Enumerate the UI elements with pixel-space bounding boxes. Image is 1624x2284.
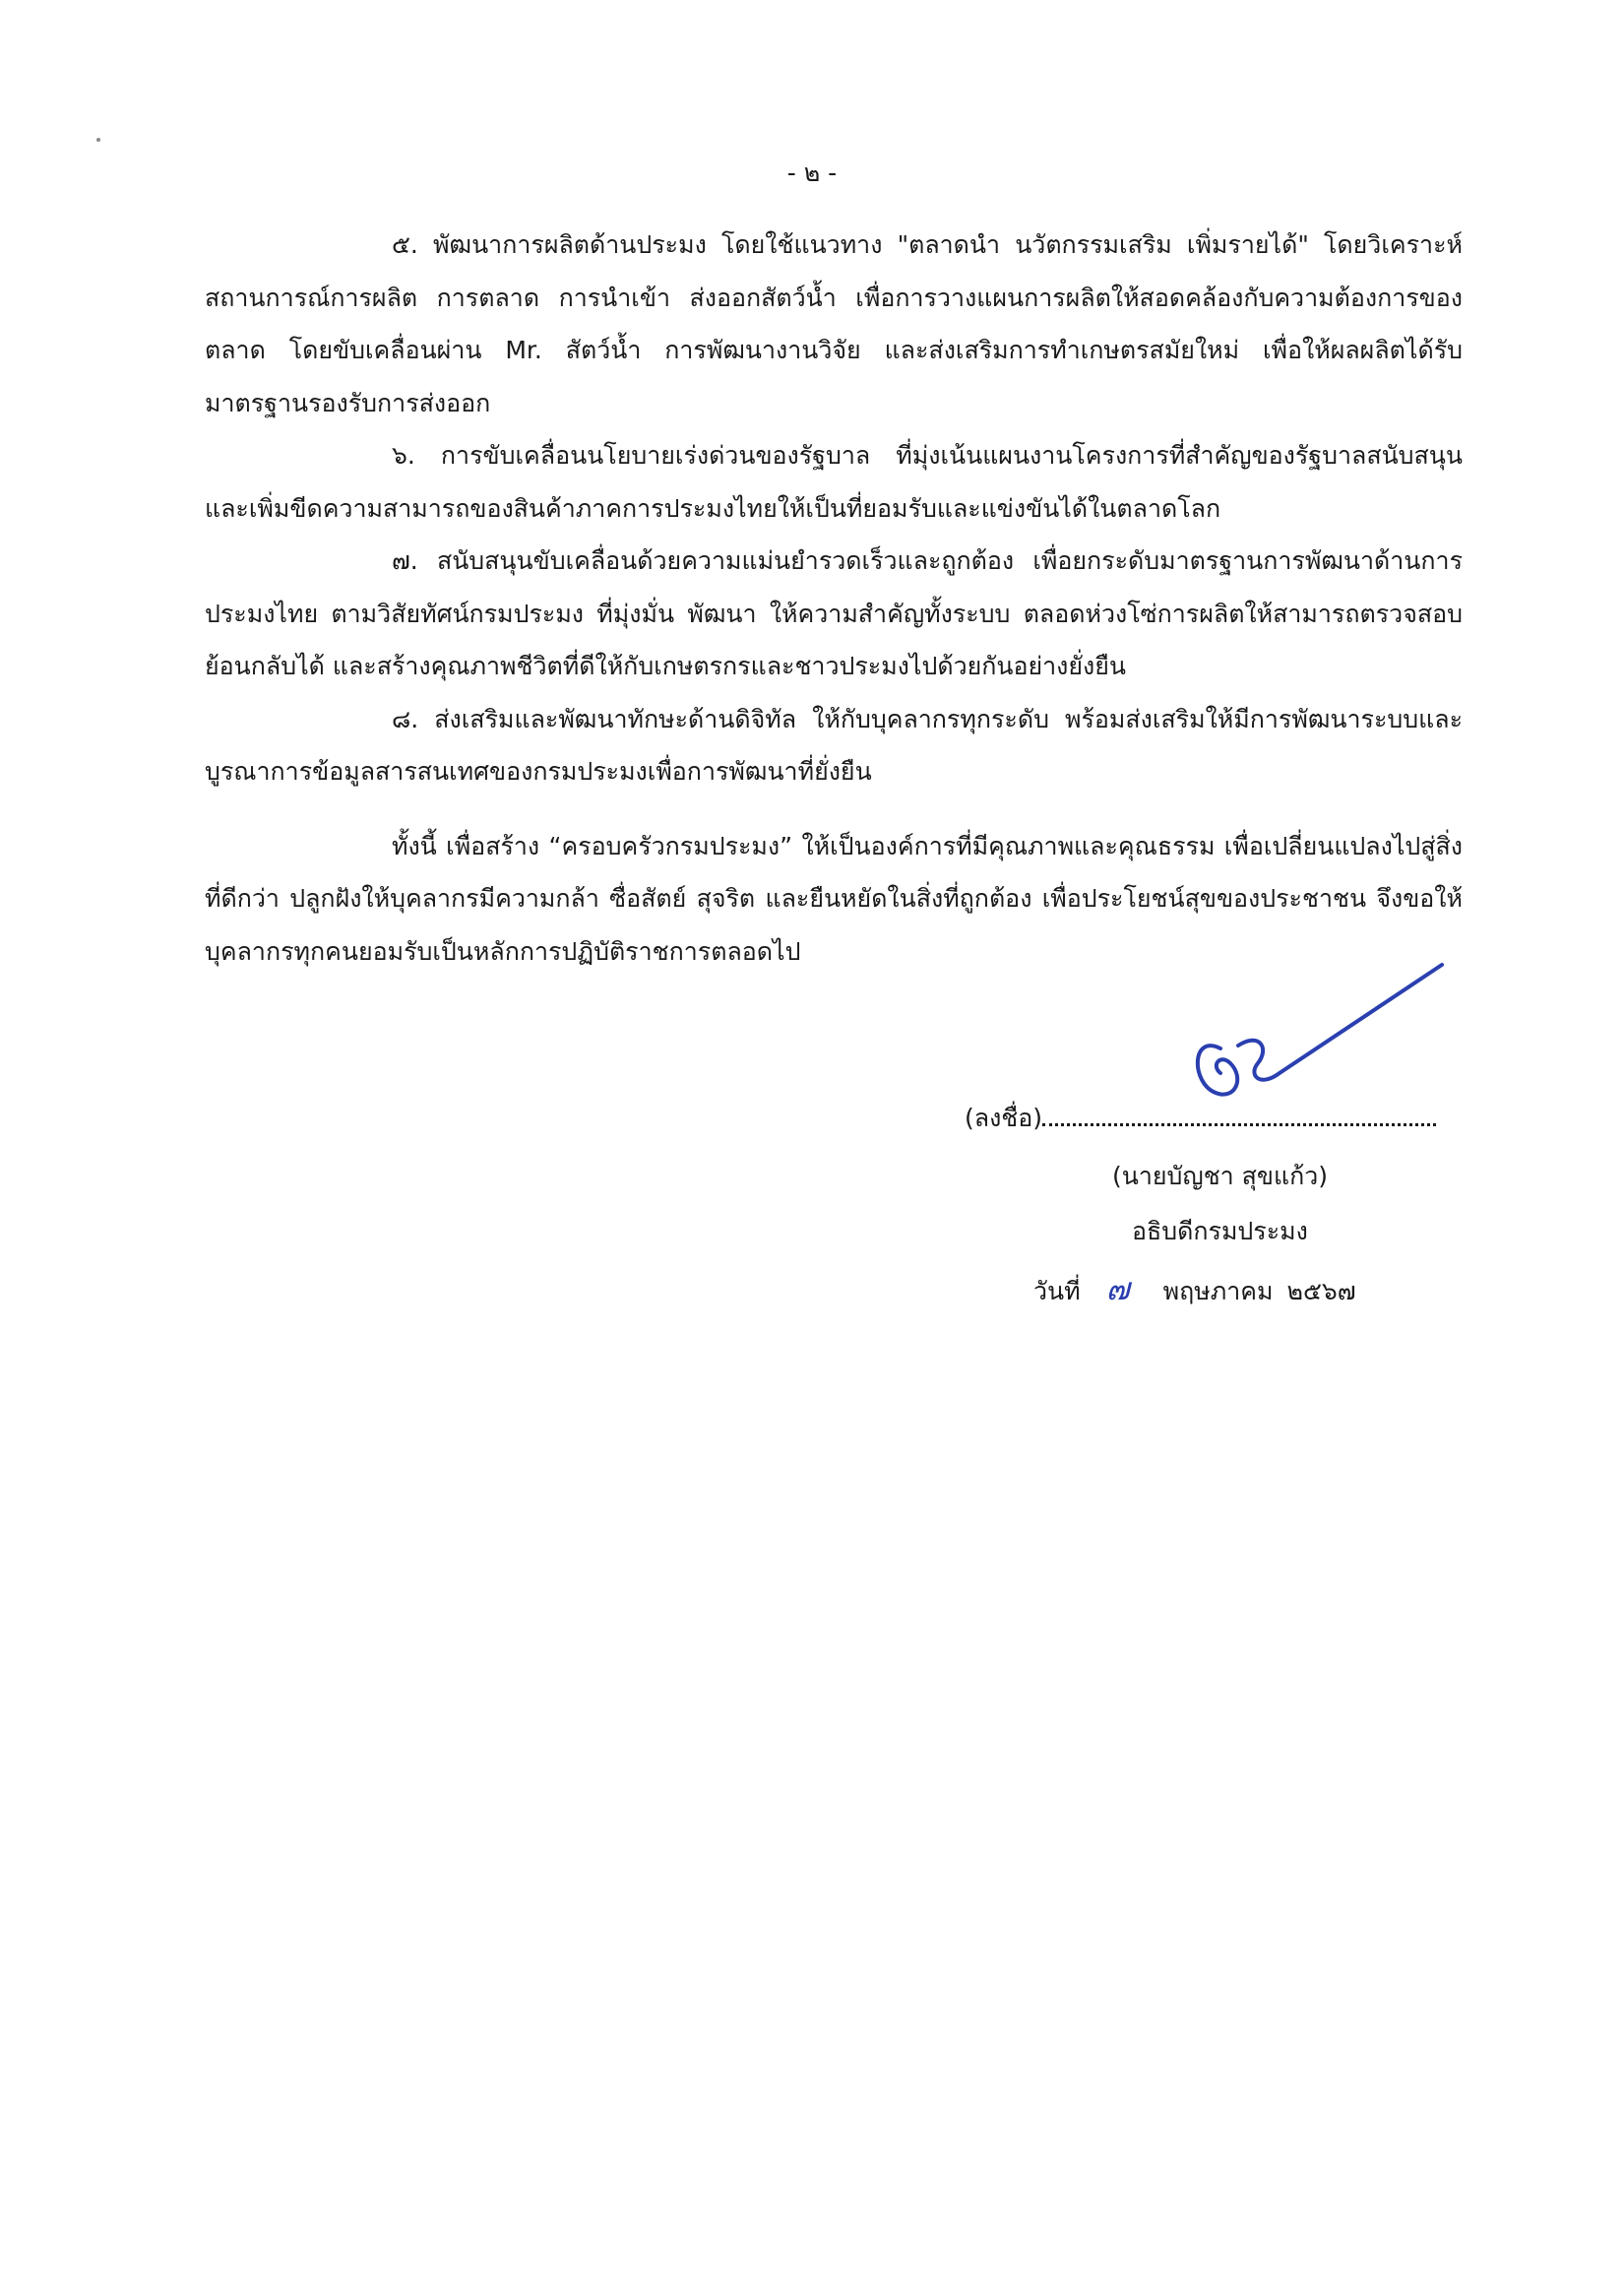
date-day: ๗	[1105, 1270, 1130, 1307]
sign-dotted-line	[1042, 1098, 1436, 1126]
paragraph-text: ทั้งนี้ เพื่อสร้าง “ครอบครัวกรมประมง” ให้เป็นองค์การที่มีคุณภาพและคุณธรรม เพื่อเปลี่ยนแปลงไปสู่สิ่งที่ดีกว่า ปลูกฝังให้บุคลากรมีความกล้า ซื่อสัตย์ สุจริต และยืนหยัดในสิ่งที่ถูกต้อง เพื่อประโยชน์สุขของประชาชน จึงขอให้บุคลากรทุกคนยอมรับเป็นหลักการปฏิบัติราชการตลอดไป	[205, 831, 1463, 966]
paragraph-item-6	[205, 429, 1463, 535]
paragraph-item-7	[205, 535, 1463, 693]
signer-name: (นายบัญชา สุขแก้ว)	[1112, 1162, 1329, 1190]
date-prefix: วันที่	[1033, 1277, 1081, 1305]
paragraph-text: ๗. สนับสนุนขับเคลื่อนด้วยความแม่นยำรวดเร็วและถูกต้อง เพื่อยกระดับมาตรฐานการพัฒนาด้านการประมงไทย ตามวิสัยทัศน์กรมประมง ที่มุ่งมั่น พัฒนา ให้ความสำคัญทั้งระบบ ตลอดห่วงโซ่การผลิตให้สามารถตรวจสอบย้อนกลับได้ และสร้างคุณภาพชีวิตที่ดีให้กับเกษตรกรและชาวประมงไปด้วยกันอย่างยั่งยืน	[205, 546, 1463, 680]
paragraph-item-8	[205, 693, 1463, 798]
sign-line	[965, 1098, 1436, 1138]
date-month: พฤษภาคม	[1162, 1277, 1274, 1305]
date-year: ๒๕๖๗	[1286, 1277, 1356, 1305]
paragraph-text: ๘. ส่งเสริมและพัฒนาทักษะด้านดิจิทัล ให้กับบุคลากรทุกระดับ พร้อมส่งเสริมให้มีการพัฒนาระบบและบูรณาการข้อมูลสารสนเทศของกรมประมงเพื่อการพัฒนาที่ยั่งยืน	[205, 704, 1463, 786]
date-line	[1033, 1269, 1356, 1311]
sign-label: (ลงชื่อ)	[965, 1104, 1043, 1132]
scan-speck	[96, 138, 100, 142]
document-body	[205, 219, 1463, 978]
paragraph-text: ๕. พัฒนาการผลิตด้านประมง โดยใช้แนวทาง "ตลาดนำ นวัตกรรมเสริม เพิ่มรายได้" โดยวิเคราะห์สถานการณ์การผลิต การตลาด การนำเข้า ส่งออกสัตว์น้ำ เพื่อการวางแผนการผลิตให้สอดคล้องกับความต้องการของตลาด โดยขับเคลื่อนผ่าน Mr. สัตว์น้ำ การพัฒนางานวิจัย และส่งเสริมการทำเกษตรสมัยใหม่ เพื่อให้ผลผลิตได้รับมาตรฐานรองรับการส่งออก	[205, 230, 1463, 417]
signature-block	[965, 1098, 1476, 1334]
paragraph-text: ๖. การขับเคลื่อนนโยบายเร่งด่วนของรัฐบาล ที่มุ่งเน้นแผนงานโครงการที่สำคัญของรัฐบาลสนับสนุนและเพิ่มขีดความสามารถของสินค้าภาคการประมงไทยให้เป็นที่ยอมรับและแข่งขันได้ในตลาดโลก	[205, 441, 1463, 523]
signer-title: อธิบดีกรมประมง	[1132, 1217, 1308, 1245]
closing-paragraph	[205, 820, 1463, 979]
page-number: - ๒ -	[786, 159, 838, 187]
paragraph-item-5	[205, 219, 1463, 429]
